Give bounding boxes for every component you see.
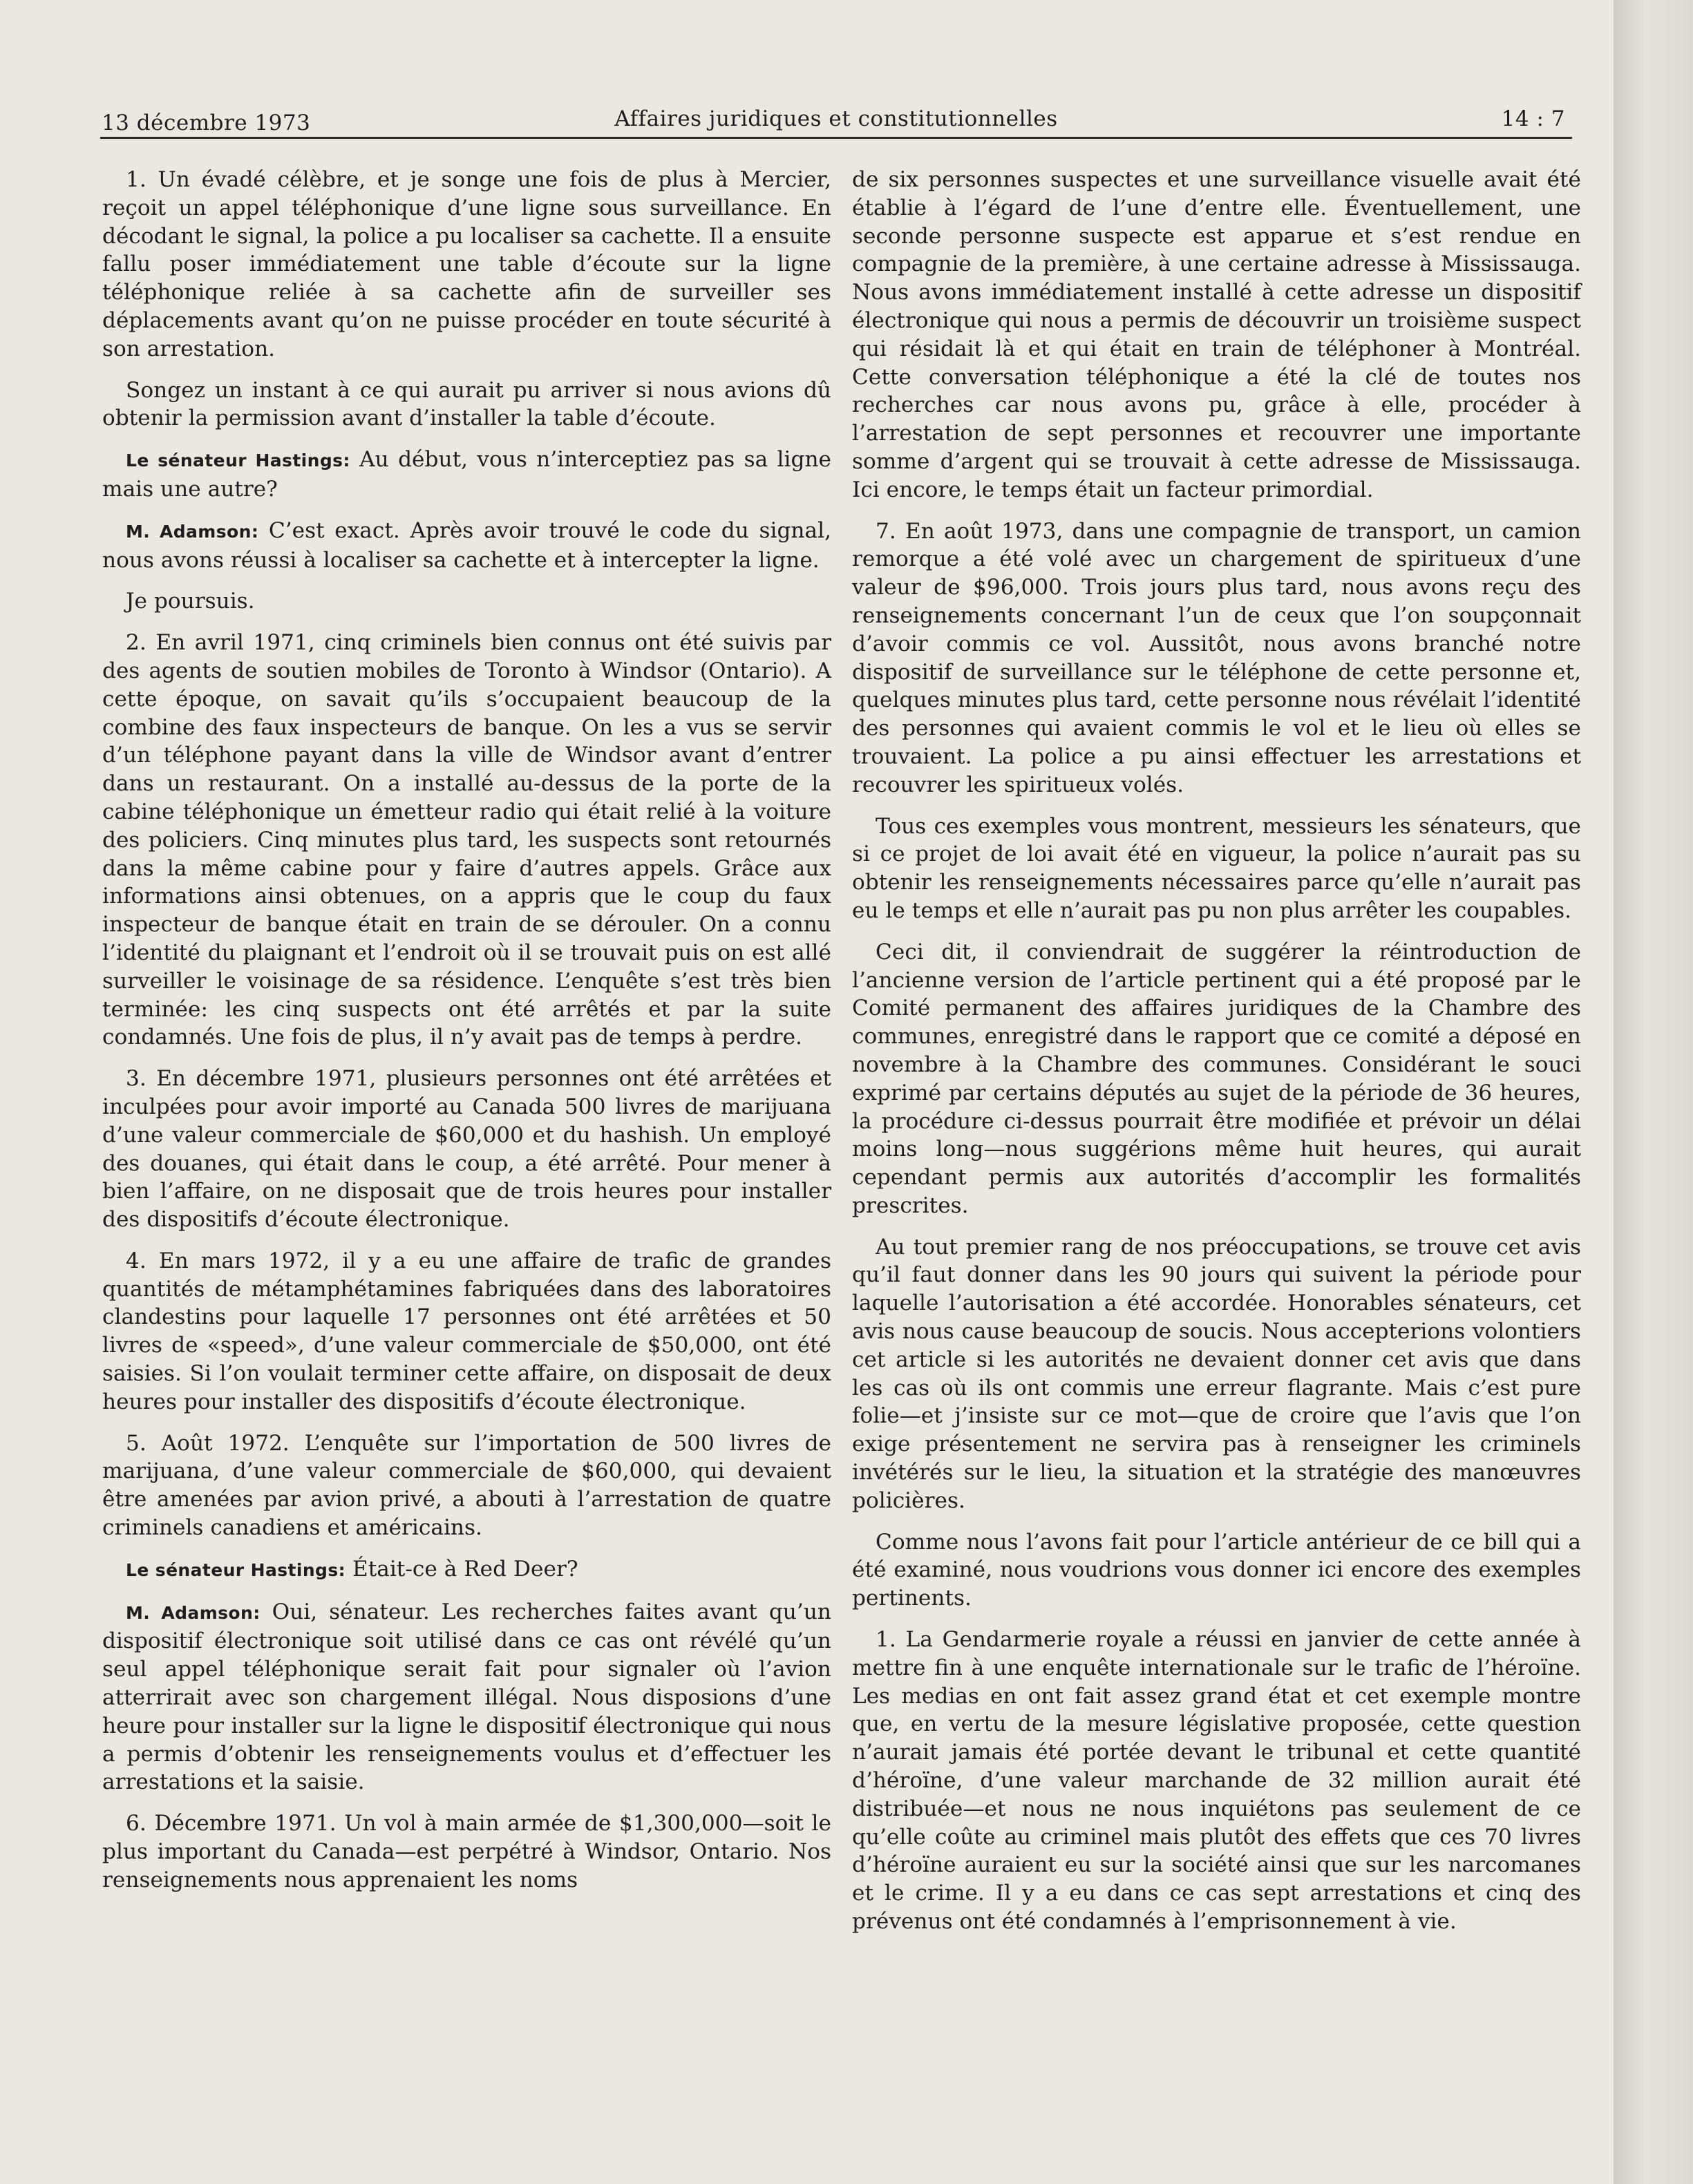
paragraph [852, 166, 1581, 504]
paragraph [102, 587, 831, 616]
left-column [102, 166, 831, 1908]
paragraph [852, 1626, 1581, 1936]
paragraph-text: Au tout premier rang de nos préoccupations, se trouve cet avis qu’il faut donner dans les 90 jours qui suivent la période pour laquelle l’autorisation a été accordée. Honorables sénateurs, cet avis nous cause beaucoup de soucis. Nous accepterions volontiers cet article si les autorités ne devaient donner cet avis que dans les cas où ils ont commis une erreur flagrante. Mais c’est pure folie—et j’insiste sur ce mot—que de croire que l’avis que l’on exige présentement ne servira pas à renseigner les criminels invétérés sur le lieu, la situation et la stratégie des manœuvres policières. [852, 1234, 1581, 1513]
dialogue-paragraph [102, 1555, 831, 1585]
header-page-number: 14 : 7 [1501, 106, 1565, 131]
paragraph-text: 6. Décembre 1971. Un vol à main armée de $1,300,000—soit le plus important du Canada—est perpétré à Windsor, Ontario. Nos renseignements nous apprenaient les noms [102, 1811, 831, 1892]
speaker-name: M. Adamson: [126, 521, 259, 542]
paragraph-text: 2. En avril 1971, cinq criminels bien connus ont été suivis par des agents de soutien mobiles de Toronto à Windsor (Ontario). A cette époque, on savait qu’ils s’occupaient beaucoup de la combine des faux inspecteurs de banque. On les a vus se servir d’un téléphone payant dans la ville de Windsor avant d’entrer dans un restaurant. On a installé au-dessus de la porte de la cabine téléphonique un émetteur radio qui était relié à la voiture des policiers. Cinq minutes plus tard, les suspects sont retournés dans la même cabine pour y faire d’autres appels. Grâce aux informations ainsi obtenues, on a appris que le coup du faux inspecteur de banque était en train de se dérouler. On a connu l’identité du plaignant et l’endroit où il se trouvait puis on est allé surveiller le voisinage de sa résidence. L’enquête s’est très bien terminée: les cinq suspects ont été arrêtés et par la suite condamnés. Une fois de plus, il n’y avait pas de temps à perdre. [102, 630, 831, 1050]
paragraph-text: Tous ces exemples vous montrent, messieurs les sénateurs, que si ce projet de loi avait été en vigueur, la police n’aurait pas su obtenir les renseignements nécessaires parce qu’elle n’aurait pas eu le temps et elle n’aurait pas pu non plus arrêter les coupables. [852, 813, 1581, 923]
dialogue-paragraph [102, 1598, 831, 1797]
paragraph-text: C’est exact. Après avoir trouvé le code du signal, nous avons réussi à localiser sa cachette et à intercepter la ligne. [102, 517, 831, 573]
paragraph [102, 1247, 831, 1416]
paragraph-text: de six personnes suspectes et une surveillance visuelle avait été établie à l’égard de l’une d’entre elle. Éventuellement, une seconde personne suspecte est apparue et s’est rendue en compagnie de la première, à une certaine adresse à Mississauga. Nous avons immédiatement installé à cette adresse un dispositif électronique qui nous a permis de découvrir un troisième suspect qui résidait là et qui était en train de téléphoner à Montréal. Cette conversation téléphonique a été la clé de toutes nos recherches car nous avons pu, grâce à elle, procéder à l’arrestation de sept personnes et recouvrer une importante somme d’argent qui se trouvait à cette adresse de Mississauga. Ici encore, le temps était un facteur primordial. [852, 167, 1581, 502]
dialogue-paragraph [102, 517, 831, 575]
paragraph [102, 1065, 831, 1234]
paragraph [852, 1233, 1581, 1515]
paragraph [102, 166, 831, 363]
paragraph-text: Ceci dit, il conviendrait de suggérer la réintroduction de l’ancienne version de l’article pertinent qui a été proposé par le Comité permanent des affaires juridiques de la Chambre des communes, enregistré dans le rapport que ce comité a déposé en novembre à la Chambre des communes. Considérant le souci exprimé par certains députés au sujet de la période de 36 heures, la procédure ci-dessus pourrait être modifiée et prévoir un délai moins long—nous suggérions même huit heures, qui aurait cependant permis aux autorités d’accomplir les formalités prescrites. [852, 939, 1581, 1218]
paragraph-text: 5. Août 1972. L’enquête sur l’importation de 500 livres de marijuana, d’une valeur commerciale de $60,000, qui devaient être amenées par avion privé, a abouti à l’arrestation de quatre criminels canadiens et américains. [102, 1430, 831, 1541]
paragraph-text: Songez un instant à ce qui aurait pu arriver si nous avions dû obtenir la permission avant d’installer la table d’écoute. [102, 377, 831, 431]
paragraph-text: 3. En décembre 1971, plusieurs personnes ont été arrêtées et inculpées pour avoir importé au Canada 500 livres de marijuana d’une valeur commerciale de $60,000 et du hashish. Un employé des douanes, qui était dans le coup, a été arrêté. Pour mener à bien l’affaire, on ne disposait que de trois heures pour installer des dispositifs d’écoute électronique. [102, 1066, 831, 1233]
header-date: 13 décembre 1973 [102, 111, 311, 135]
header-section-title: Affaires juridiques et constitutionnelles [614, 106, 1058, 131]
paragraph-text: 1. Un évadé célèbre, et je songe une fois de plus à Mercier, reçoit un appel téléphonique d’une ligne sous surveillance. En décodant le signal, la police a pu localiser sa cachette. Il a ensuite fallu poser immédiatement une table d’écoute sur la ligne téléphonique reliée à sa cachette afin de surveiller ses déplacements avant qu’on ne puisse procéder en toute sécurité à son arrestation. [102, 167, 831, 361]
running-header [100, 104, 1572, 139]
paragraph-text: Je poursuis. [126, 589, 255, 614]
right-column [852, 166, 1581, 1949]
paragraph-text: Oui, sénateur. Les recherches faites avant qu’un dispositif électronique soit utilisé dans ce cas ont révélé qu’un seul appel téléphonique serait fait pour signaler où l’avion atterrirait avec son chargement illégal. Nous disposions d’une heure pour installer sur la ligne le dispositif électronique qui nous a permis d’obtenir les renseignements voulus et d’effectuer les arrestations et la saisie. [102, 1599, 831, 1795]
paragraph [852, 938, 1581, 1220]
speaker-name: Le sénateur Hastings: [126, 1559, 346, 1580]
paragraph-text: Comme nous l’avons fait pour l’article antérieur de ce bill qui a été examiné, nous voudrions vous donner ici encore des exemples pertinents. [852, 1529, 1581, 1611]
speaker-name: M. Adamson: [126, 1602, 261, 1623]
paragraph [102, 1430, 831, 1542]
page-edge-shadow [1614, 0, 1693, 2184]
speaker-name: Le sénateur Hastings: [126, 450, 350, 471]
paragraph-text: 1. La Gendarmerie royale a réussi en janvier de cette année à mettre fin à une enquête internationale sur le trafic de l’héroïne. Les medias en ont fait assez grand état et cet exemple montre que, en vertu de la mesure législative proposée, cette question n’aurait jamais été portée devant le tribunal et cette quantité d’héroïne, d’une valeur marchande de 32 million aurait été distribuée—et nous ne nous inquiétons pas seulement de ce qu’elle coûte au criminel mais plutôt des effets que ces 70 livres d’héroïne auraient eu sur la société ainsi que sur les narcomanes et le crime. Il y a eu dans ce cas sept arrestations et cinq des prévenus ont été condamnés à l’emprisonnement à vie. [852, 1627, 1581, 1935]
paragraph-text: Était-ce à Red Deer? [352, 1556, 578, 1582]
paragraph [852, 813, 1581, 925]
paragraph-text: 7. En août 1973, dans une compagnie de transport, un camion remorque a été volé avec un chargement de spiritueux d’une valeur de $96,000. Trois jours plus tard, nous avons reçu des renseignements concernant l’un de ceux que l’on soupçonnait d’avoir commis ce vol. Aussitôt, nous avons branché notre dispositif de surveillance sur le téléphone de cette personne et, quelques minutes plus tard, cette personne nous révélait l’identité des personnes qui avaient commis le vol et le lieu où elles se trouvaient. La police a pu ainsi effectuer les arrestations et recouvrer les spiritueux volés. [852, 518, 1581, 797]
paragraph [852, 517, 1581, 799]
paragraph [852, 1528, 1581, 1613]
paragraph-text: 4. En mars 1972, il y a eu une affaire de trafic de grandes quantités de métamphétamines fabriquées dans des laboratoires clandestins pour laquelle 17 personnes ont été arrêtées et 50 livres de «speed», d’une valeur commerciale de $50,000, ont été saisies. Si l’on voulait terminer cette affaire, on disposait de deux heures pour installer des dispositifs d’écoute électronique. [102, 1248, 831, 1414]
dialogue-paragraph [102, 446, 831, 504]
paragraph-text: Au début, vous n’interceptiez pas sa ligne mais une autre? [102, 447, 831, 502]
paragraph [102, 1810, 831, 1894]
paragraph [102, 377, 831, 433]
paragraph [102, 629, 831, 1052]
